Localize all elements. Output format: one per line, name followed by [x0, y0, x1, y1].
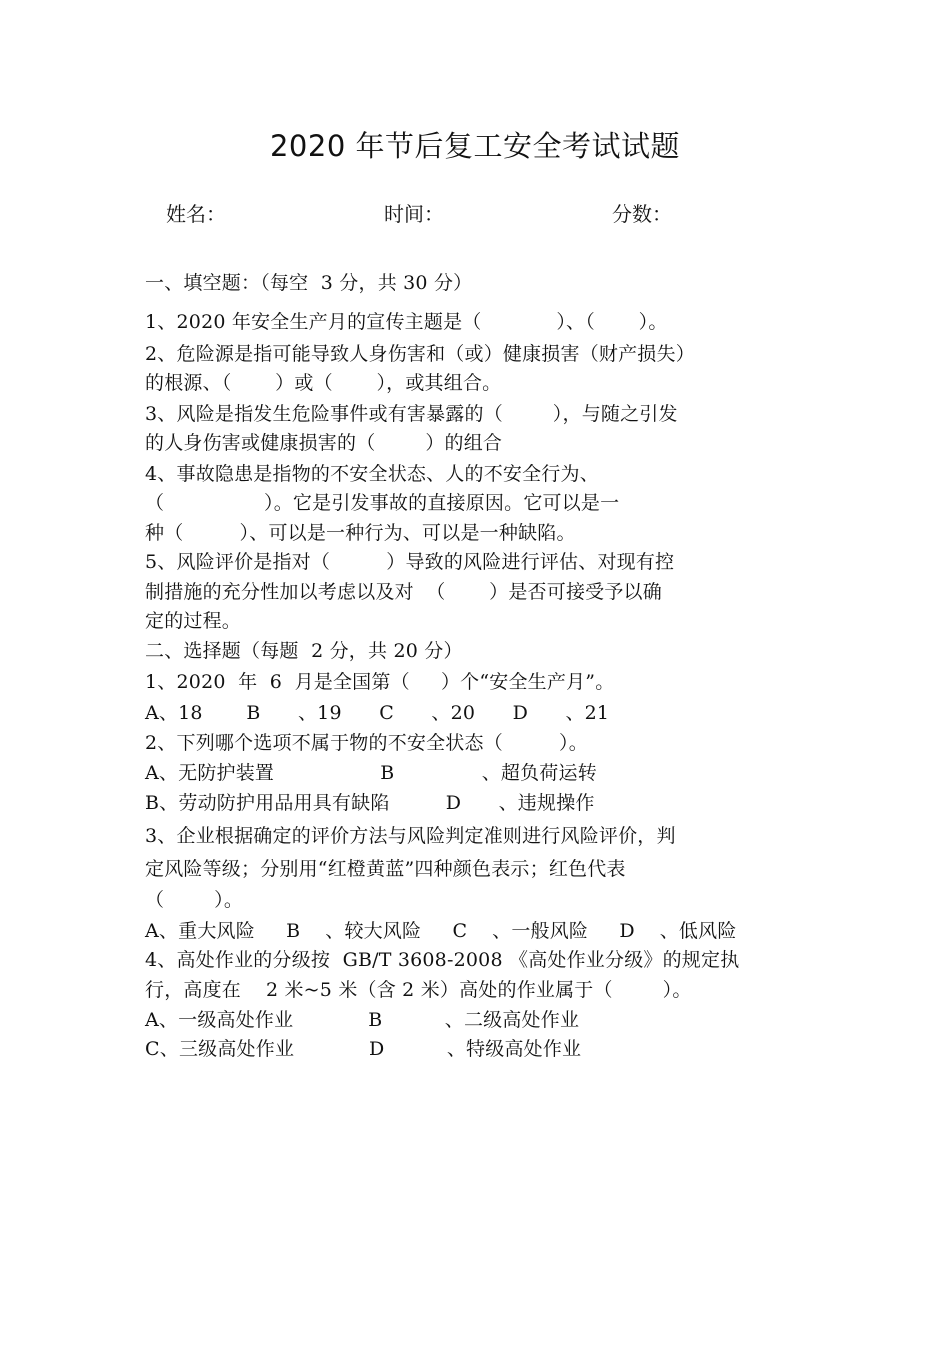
question-line: 种（ ）、可以是一种行为、可以是一种缺陷。 — [145, 522, 576, 544]
option-line: A、18 B 、19 C 、20 D 、21 — [145, 702, 610, 724]
question-line: 的人身伤害或健康损害的（ ）的组合 — [145, 432, 503, 454]
section-heading-fill-blank: 一、填空题：（每空 3 分，共 30 分） — [145, 272, 473, 294]
question-line: （ ）。它是引发事故的直接原因。它可以是一 — [145, 492, 620, 514]
question-line: 定风险等级；分别用“红橙黄蓝”四种颜色表示；红色代表 — [145, 858, 626, 880]
option-line: B、劳动防护用品用具有缺陷 D 、违规操作 — [145, 792, 595, 814]
page-title: 2020 年节后复工安全考试试题 — [269, 129, 681, 163]
section-heading-choice: 二、选择题（每题 2 分，共 20 分） — [145, 640, 463, 662]
question-line: 4、高处作业的分级按 GB/T 3608-2008 《高处作业分级》的规定执 — [145, 949, 740, 971]
question-line: 3、风险是指发生危险事件或有害暴露的（ ），与随之引发 — [145, 403, 678, 425]
question-line: 的根源、（ ）或（ ），或其组合。 — [145, 372, 502, 394]
question-line: 4、事故隐患是指物的不安全状态、人的不安全行为、 — [145, 463, 599, 485]
question-line: 制措施的充分性加以考虑以及对 （ ）是否可接受予以确 — [145, 581, 662, 603]
question-line: （ ）。 — [145, 889, 244, 911]
question-line: 2、危险源是指可能导致人身伤害和（或）健康损害（财产损失） — [145, 343, 695, 365]
option-line: A、重大风险 B 、较大风险 C 、一般风险 D 、低风险 — [145, 920, 737, 942]
question-line: 1、2020 年安全生产月的宣传主题是（ ）、（ ）。 — [145, 311, 668, 333]
question-line: 定的过程。 — [145, 610, 242, 632]
question-line: 1、2020 年 6 月是全国第（ ）个“安全生产月”。 — [145, 671, 615, 693]
time-label: 时间： — [384, 202, 444, 226]
name-label: 姓名： — [166, 202, 226, 226]
question-line: 5、风险评价是指对（ ）导致的风险进行评估、对现有控 — [145, 551, 675, 573]
score-label: 分数： — [612, 202, 672, 226]
option-line: C、三级高处作业 D 、特级高处作业 — [145, 1038, 582, 1060]
option-line: A、无防护装置 B 、超负荷运转 — [145, 762, 597, 784]
question-line: 行，高度在 2 米~5 米（含 2 米）高处的作业属于（ ）。 — [145, 979, 692, 1001]
question-line: 3、企业根据确定的评价方法与风险判定准则进行风险评价，判 — [145, 825, 676, 847]
question-line: 2、下列哪个选项不属于物的不安全状态（ ）。 — [145, 732, 588, 754]
option-line: A、一级高处作业 B 、二级高处作业 — [145, 1009, 580, 1031]
